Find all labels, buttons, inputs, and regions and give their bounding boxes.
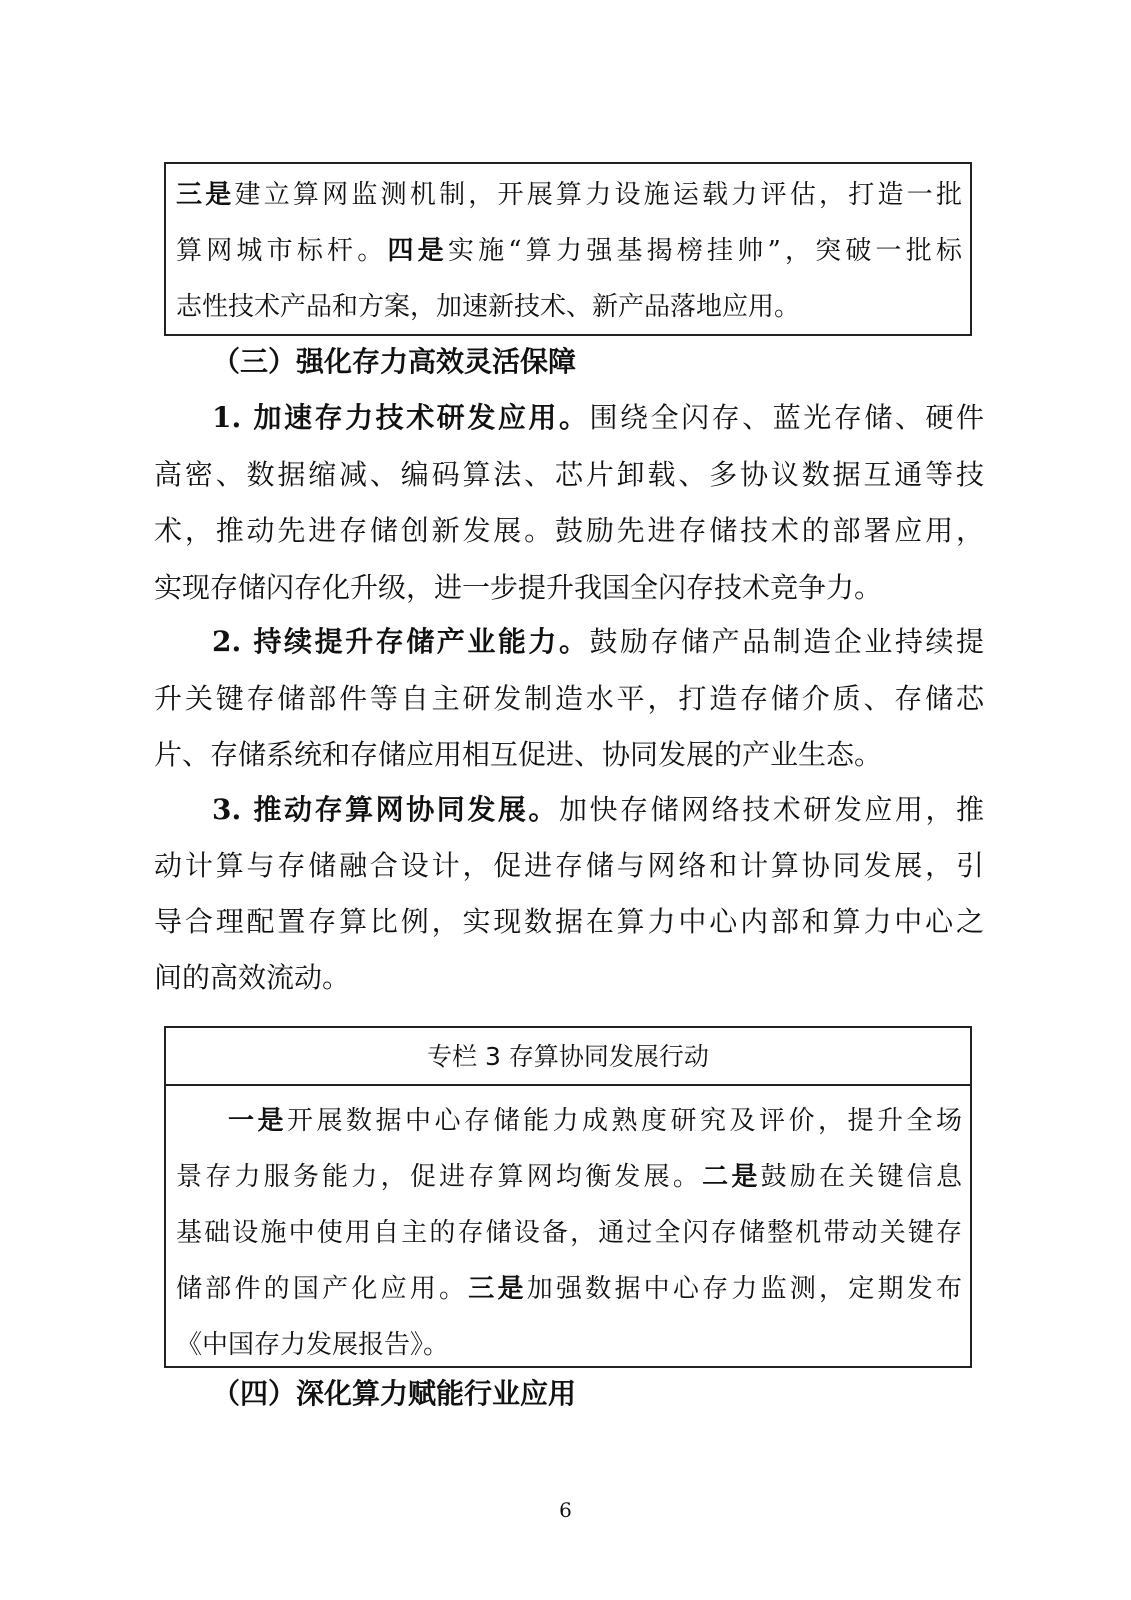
paragraph-text: 加快存储网络技术研发应用，推 [558, 793, 984, 826]
paragraph-line: 实现存储闪存化升级，进一步提升我国全闪存技术竞争力。 [154, 571, 883, 604]
item-title: 3. 推动存算网协同发展。 [212, 793, 559, 826]
paragraph-text: 围绕全闪存、蓝光存储、硬件 [589, 401, 984, 434]
special-column-title: 专栏 3 存算协同发展行动 [427, 1042, 709, 1071]
emphasis-label: 四是 [387, 236, 448, 266]
emphasis-label: 一是 [228, 1106, 287, 1136]
box-text: 志性技术产品和方案，加速新技术、新产品落地应用。 [176, 292, 801, 322]
item-title: 2. 持续提升存储产业能力。 [212, 625, 590, 658]
special-column-box [164, 1026, 972, 1368]
box-line: 基础设施中使用自主的存储设备，通过全闪存储整机带动关键存 [176, 1218, 962, 1248]
paragraph-line [212, 626, 984, 658]
paragraph-line: 片、存储系统和存储应用相互促进、协同发展的产业生态。 [154, 738, 883, 771]
box-text: 景存力服务能力，促进存算网均衡发展。 [176, 1162, 703, 1192]
box-text: 建立算网监测机制，开展算力设施运载力评估，打造一批 [234, 180, 962, 210]
box-line [228, 1106, 962, 1136]
item-title: 1. 加速存力技术研发应用。 [212, 401, 590, 434]
paragraph-line: 导合理配置存算比例，实现数据在算力中心内部和算力中心之 [154, 905, 984, 938]
paragraph-line: 术，推动先进存储创新发展。鼓励先进存储技术的部署应用， [154, 514, 984, 547]
emphasis-label: 三是 [468, 1274, 527, 1304]
box-text: 开展数据中心存储能力成熟度研究及评价，提升全场 [287, 1106, 962, 1136]
emphasis-label: 二是 [702, 1162, 761, 1192]
paragraph-line: 动计算与存储融合设计，促进存储与网络和计算协同发展，引 [154, 849, 984, 882]
paragraph-line [212, 794, 984, 826]
section-heading: （四）深化算力赋能行业应用 [212, 1377, 577, 1410]
box-line: 《中国存力发展报告》。 [176, 1330, 450, 1360]
paragraph-line: 间的高效流动。 [154, 961, 351, 994]
box-text: 加强数据中心存力监测，定期发布 [526, 1274, 962, 1304]
section-heading: （三）强化存力高效灵活保障 [212, 345, 577, 378]
box-text: 算网城市标杆。 [176, 236, 388, 266]
paragraph-text: 鼓励存储产品制造企业持续提 [589, 625, 984, 658]
box-text: 鼓励在关键信息 [760, 1162, 962, 1192]
box-line [176, 292, 962, 322]
page-number: 6 [559, 1498, 572, 1522]
box-line [176, 1274, 962, 1304]
paragraph-line: 升关键存储部件等自主研发制造水平，打造存储介质、存储芯 [154, 682, 984, 715]
box-line [176, 1162, 962, 1192]
box-text: 实施“算力强基揭榜挂帅”，突破一批标 [447, 236, 962, 266]
paragraph-line [212, 402, 984, 434]
box-text: 储部件的国产化应用。 [176, 1274, 469, 1304]
box-divider [166, 1084, 970, 1086]
box-line [176, 180, 962, 210]
special-column-box-continued [164, 162, 972, 336]
box-line [176, 236, 962, 266]
paragraph-line: 高密、数据缩减、编码算法、芯片卸载、多协议数据互通等技 [154, 458, 984, 491]
emphasis-label: 三是 [176, 180, 235, 210]
